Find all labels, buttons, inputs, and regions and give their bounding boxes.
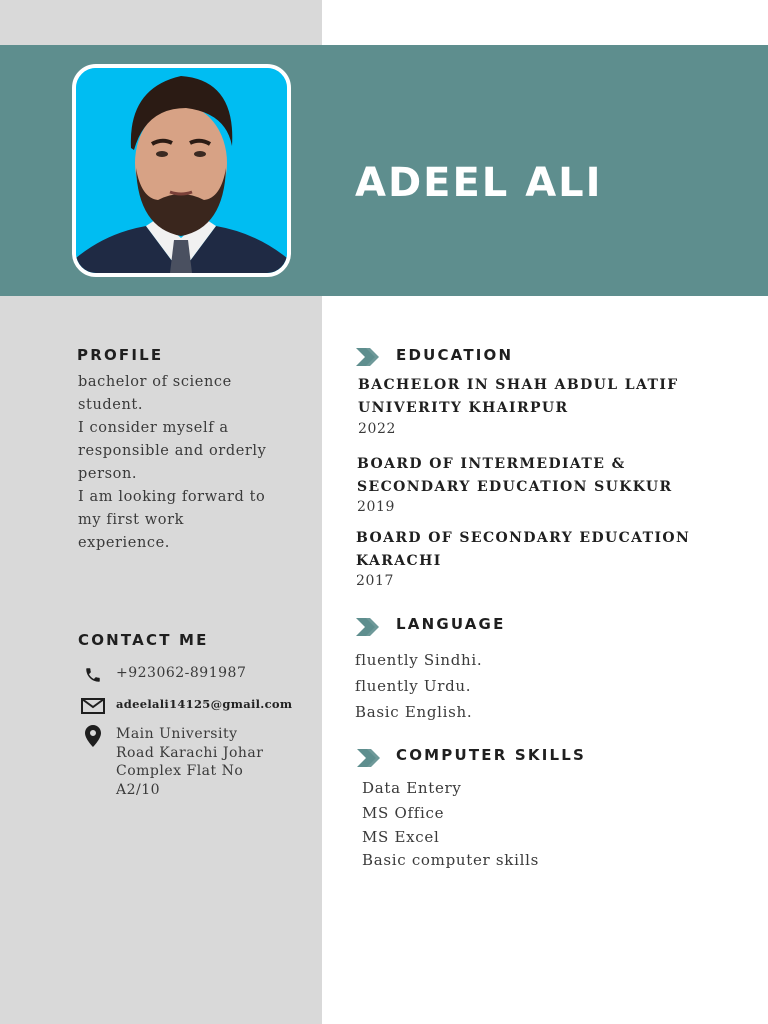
phone-number[interactable]: +923062-891987: [116, 665, 247, 681]
education-entry-title: [356, 527, 690, 572]
profile-line: experience.: [78, 535, 171, 551]
language-item: fluently Urdu.: [355, 677, 472, 695]
skill-item: MS Office: [362, 804, 445, 822]
profile-heading: PROFILE: [77, 346, 164, 364]
education-title-line: KARACHI: [356, 552, 442, 569]
profile-line: student.: [78, 397, 144, 413]
location-pin-icon: [80, 725, 106, 747]
education-year: 2019: [357, 499, 396, 515]
profile-photo: [72, 64, 291, 277]
contact-address-row: [80, 725, 276, 799]
address: [116, 725, 276, 799]
education-title-line: BACHELOR IN SHAH ABDUL LATIF: [358, 377, 679, 393]
profile-text: [78, 371, 288, 555]
language-item: fluently Sindhi.: [355, 651, 483, 669]
contact-email-row: [80, 695, 292, 717]
chevron-right-icon: [357, 749, 383, 767]
email-address[interactable]: adeelali14125@gmail.com: [116, 697, 293, 711]
portrait-illustration: [76, 68, 287, 273]
education-entry-title: [357, 453, 672, 498]
address-line: Complex Flat No: [116, 763, 244, 779]
education-entry-title: [358, 374, 679, 419]
education-title-line: BOARD OF SECONDARY EDUCATION: [356, 530, 691, 546]
chevron-right-icon: [356, 348, 382, 366]
address-line: Main University: [116, 726, 238, 742]
education-title-line: SECONDARY EDUCATION SUKKUR: [357, 478, 673, 495]
candidate-name: ADEEL ALI: [355, 160, 603, 206]
education-year: 2022: [358, 421, 397, 437]
profile-line: responsible and orderly: [78, 443, 267, 459]
contact-phone-row: [80, 664, 246, 686]
skill-item: Data Entery: [362, 779, 462, 797]
profile-line: my first work: [78, 512, 185, 528]
computer-skills-heading: COMPUTER SKILLS: [396, 746, 587, 764]
phone-icon: [80, 664, 106, 686]
education-year: 2017: [356, 573, 395, 589]
contact-heading: CONTACT ME: [78, 631, 209, 649]
language-heading: LANGUAGE: [396, 615, 506, 633]
address-line: A2/10: [116, 781, 161, 798]
profile-line: bachelor of science: [78, 374, 232, 390]
envelope-icon: [80, 695, 106, 717]
skill-item: Basic computer skills: [362, 851, 539, 869]
education-title-line: UNIVERITY KHAIRPUR: [358, 399, 569, 416]
education-heading: EDUCATION: [396, 346, 514, 364]
language-item: Basic English.: [355, 703, 473, 721]
education-title-line: BOARD OF INTERMEDIATE &: [357, 456, 626, 472]
profile-line: I consider myself a: [78, 420, 229, 436]
address-line: Road Karachi Johar: [116, 744, 264, 761]
chevron-right-icon: [356, 618, 382, 636]
profile-line: person.: [78, 466, 138, 482]
profile-line: I am looking forward to: [78, 489, 266, 505]
skill-item: MS Excel: [362, 828, 440, 846]
